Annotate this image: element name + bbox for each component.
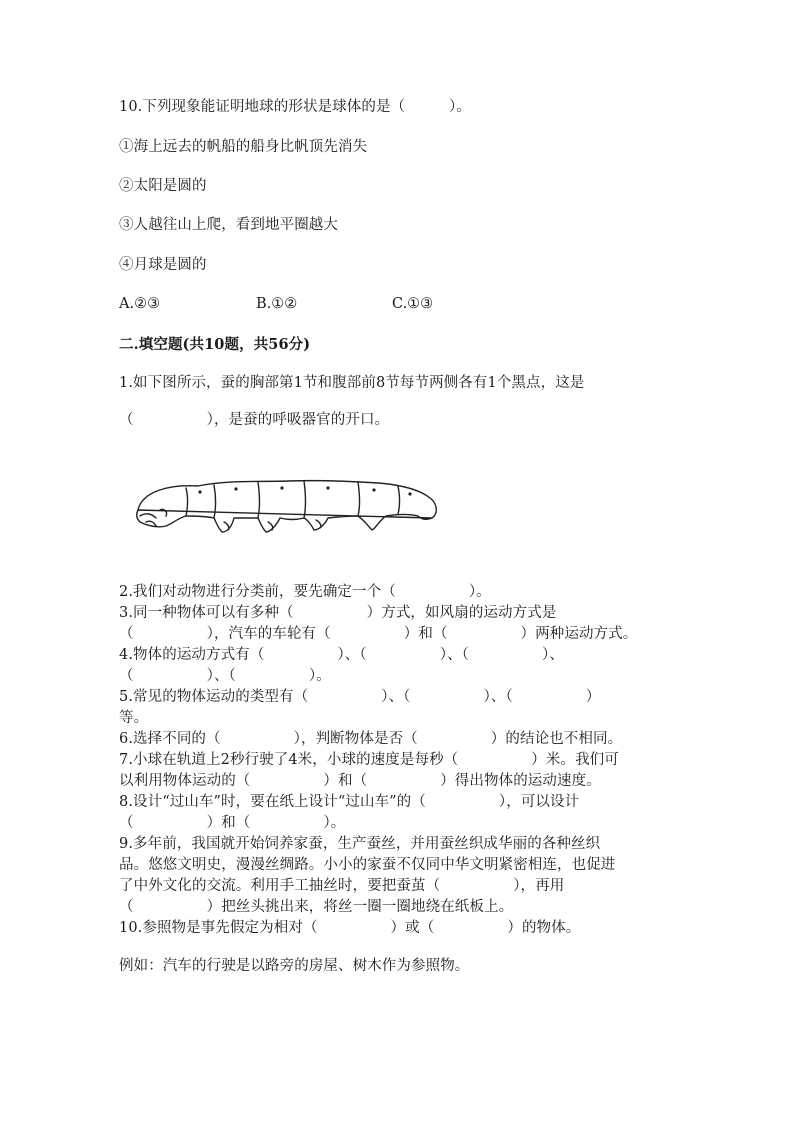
section-title-fill-in: 二.填空题(共10题，共56分) <box>119 336 311 353</box>
fill-line-16: 品。悠悠文明史，漫漫丝绸路。小小的家蚕不仅同中华文明紧密相连，也促进 <box>119 857 616 873</box>
fill-line-2: （ ），是蚕的呼吸器官的开口。 <box>119 412 390 428</box>
question-10-stem: 10.下列现象能证明地球的形状是球体的是（ ）。 <box>119 99 471 115</box>
fill-line-10: 6.选择不同的（ ），判断物体是否（ ）的结论也不相同。 <box>119 731 623 747</box>
fill-line-15: 9.多年前，我国就开始饲养家蚕，生产蚕丝，并用蚕丝织成华丽的各种丝织 <box>119 836 601 852</box>
fill-line-14: （ ）和（ ）。 <box>119 815 346 831</box>
fill-line-18: （ ）把丝头挑出来，将丝一圈一圈地绕在纸板上。 <box>119 899 514 915</box>
question-10-item-3: ③人越往山上爬，看到地平圈越大 <box>119 217 338 233</box>
fill-line-1: 1.如下图所示，蚕的胸部第1节和腹部前8节每节两侧各有1个黑点，这是 <box>119 375 585 391</box>
fill-line-6: 4.物体的运动方式有（ ）、（ ）、（ ）、 <box>119 647 564 663</box>
fill-line-11: 7.小球在轨道上2秒行驶了4米，小球的速度是每秒（ ）米。我们可 <box>119 752 619 768</box>
fill-line-3: 2.我们对动物进行分类前，要先确定一个（ ）。 <box>119 584 491 600</box>
fill-line-9: 等。 <box>119 710 149 726</box>
fill-line-8: 5.常见的物体运动的类型有（ ）、（ ）、（ ） <box>119 689 601 705</box>
fill-example-note: 例如：汽车的行驶是以路旁的房屋、树木作为参照物。 <box>119 958 470 974</box>
fill-line-19: 10.参照物是事先假定为相对（ ）或（ ）的物体。 <box>119 920 581 936</box>
fill-line-4: 3.同一种物体可以有多种（ ）方式，如风扇的运动方式是 <box>119 605 557 621</box>
silkworm-illustration <box>128 470 446 544</box>
option-a: A.②③ <box>119 296 161 312</box>
fill-line-12: 以利用物体运动的（ ）和（ ）得出物体的运动速度。 <box>119 773 601 789</box>
option-c: C.①③ <box>392 296 434 312</box>
fill-line-7: （ ）、（ ）。 <box>119 668 331 684</box>
question-10-item-2: ②太阳是圆的 <box>119 178 207 194</box>
fill-line-17: 了中外文化的交流。利用手工抽丝时，要把蚕茧（ ），再用 <box>119 878 565 894</box>
fill-line-5: （ ），汽车的车轮有（ ）和（ ）两种运动方式。 <box>119 626 638 642</box>
question-10-item-1: ①海上远去的帆船的船身比帆顶先消失 <box>119 139 368 155</box>
fill-line-13: 8.设计“过山车”时，要在纸上设计“过山车”的（ ），可以设计 <box>119 794 580 810</box>
question-10-item-4: ④月球是圆的 <box>119 257 207 273</box>
option-b: B.①② <box>256 296 298 312</box>
